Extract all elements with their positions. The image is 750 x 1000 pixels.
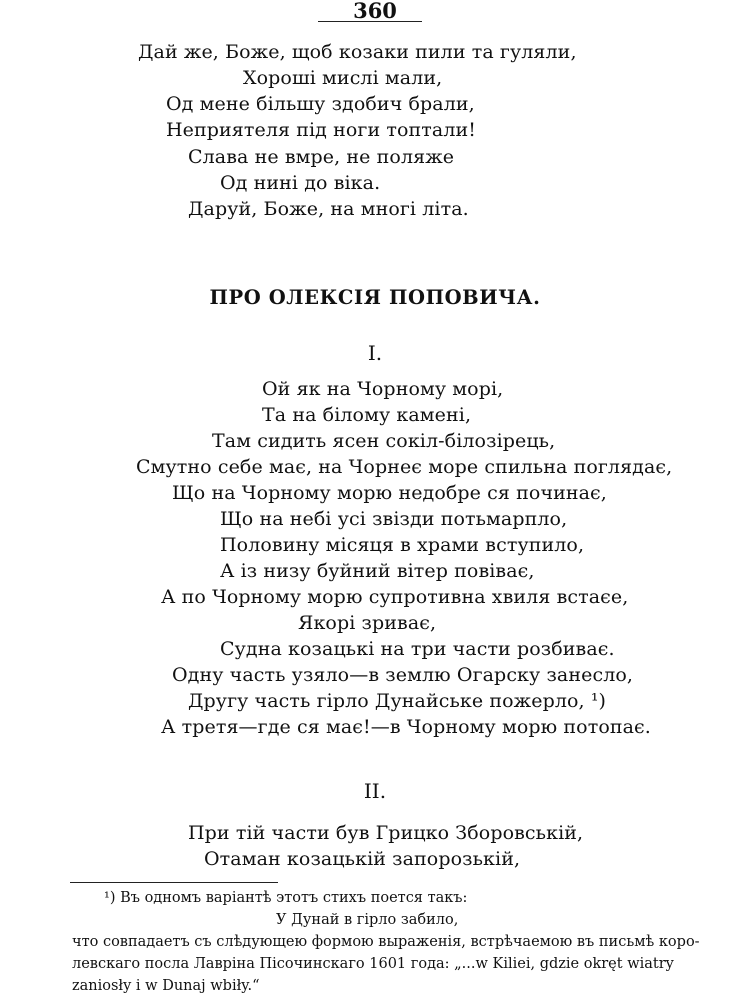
verse-line: Одну часть узяло—в землю Огарску занесло, (172, 664, 634, 686)
header-rule (318, 21, 422, 22)
verse-line: Якорі зриває, (298, 612, 437, 634)
footnote-line: что совпадаетъ съ слѣдующею формою выраженія, встрѣчаемою въ письмѣ коро- (72, 934, 700, 950)
footnote-line: левскаго посла Лавріна Пісочинскаго 1601 года: „...w Kiliei, gdzie okręt wiatry (72, 956, 674, 972)
verse-line: Половину місяця в храми вступило, (220, 534, 585, 556)
section-numeral-2: II. (363, 779, 387, 803)
stanza-line: Даруй, Боже, на многі літа. (188, 198, 469, 220)
footnote-rule (70, 882, 278, 883)
verse-line: При тій части був Грицко Зборовській, (188, 822, 584, 844)
section-numeral-1: I. (367, 341, 383, 365)
verse-line: Ой як на Чорному морі, (262, 378, 504, 400)
verse-line: А третя—где ся має!—в Чорному морю потопає. (161, 716, 651, 738)
page-number: 360 (353, 0, 397, 23)
verse-line: Отаман козацькій запорозькій, (204, 848, 521, 870)
verse-line: Там сидить ясен сокіл-білозірець, (212, 430, 556, 452)
stanza-line: Неприятеля під ноги топтали! (166, 119, 477, 141)
verse-line: Смутно себе має, на Чорнеє море спильна поглядає, (136, 456, 673, 478)
stanza-line: Слава не вмре, не поляже (188, 146, 455, 168)
stanza-line: Од мене більшу здобич брали, (166, 93, 475, 115)
verse-line: Та на білому камені, (262, 404, 472, 426)
verse-line: Що на Чорному морю недобре ся починає, (172, 482, 607, 504)
stanza-line: Хороші мислі мали, (243, 67, 443, 89)
verse-line: А із низу буйний вітер повіває, (220, 560, 535, 582)
footnote-line: zaniosły i w Dunaj wbiły.“ (72, 978, 260, 994)
poem-title: ПРО ОЛЕКСІЯ ПОПОВИЧА. (209, 286, 541, 309)
verse-line: Судна козацькі на три части розбиває. (220, 638, 615, 660)
stanza-line: Од нині до віка. (220, 172, 381, 194)
footnote-line: ¹) Въ одномъ варіантѣ этотъ стихъ поется такъ: (104, 890, 468, 906)
footnote-line: У Дунай в гірло забило, (276, 912, 459, 928)
verse-line: Що на небі усі звізди потьмарпло, (220, 508, 568, 530)
stanza-line: Дай же, Боже, щоб козаки пили та гуляли, (138, 41, 577, 63)
verse-line: Другу часть гірло Дунайське пожерло, ¹) (188, 690, 607, 712)
verse-line: А по Чорному морю супротивна хвиля встаєе, (161, 586, 629, 608)
